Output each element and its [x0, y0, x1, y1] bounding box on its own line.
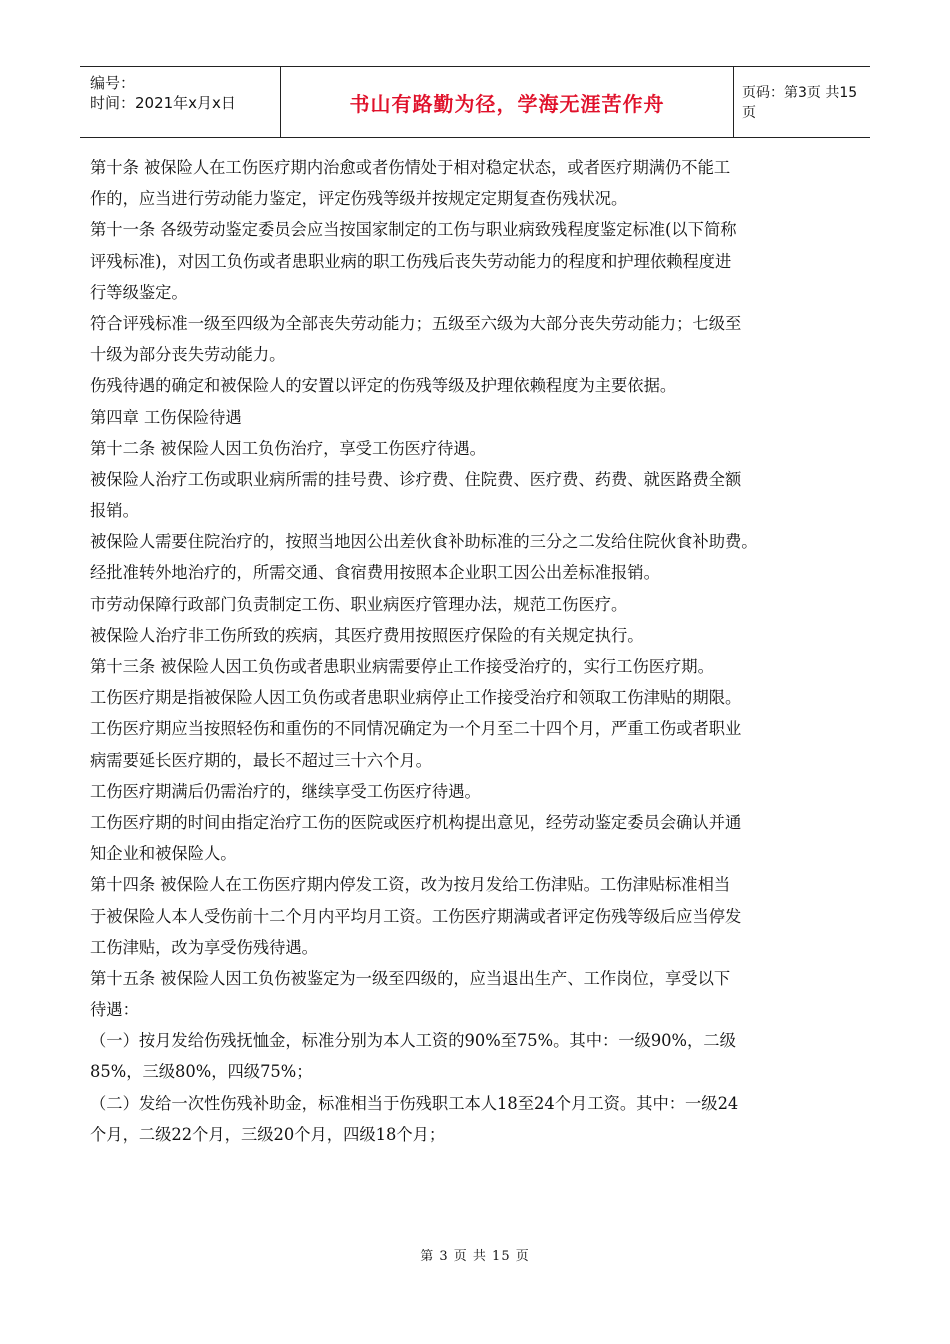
- body-line: 工伤津贴，改为享受伤残待遇。: [90, 937, 318, 957]
- body-line: 被保险人治疗工伤或职业病所需的挂号费、诊疗费、住院费、医疗费、药费、就医路费全额: [90, 469, 742, 489]
- header-motto-cell: [280, 67, 734, 137]
- body-line: 评残标准)，对因工负伤或者患职业病的职工伤残后丧失劳动能力的程度和护理依赖程度进: [90, 251, 732, 271]
- body-line: 第十二条 被保险人因工负伤治疗，享受工伤医疗待遇。: [90, 438, 486, 458]
- body-line: 于被保险人本人受伤前十二个月内平均月工资。工伤医疗期满或者评定伤残等级后应当停发: [90, 906, 742, 926]
- date-label: 时间：2021年x月x日: [90, 94, 236, 112]
- body-line: 伤残待遇的确定和被保险人的安置以评定的伤残等级及护理依赖程度为主要依据。: [90, 376, 677, 396]
- body-line: 第十三条 被保险人因工负伤或者患职业病需要停止工作接受治疗的，实行工伤医疗期。: [90, 657, 714, 676]
- body-line: 十级为部分丧失劳动能力。: [90, 345, 286, 365]
- body-line: （一）按月发给伤残抚恤金，标准分别为本人工资的90%至75%。其中：一级90%，二级: [90, 1031, 736, 1051]
- body-line: 工伤医疗期满后仍需治疗的，继续享受工伤医疗待遇。: [90, 781, 481, 801]
- body-line: 工伤医疗期的时间由指定治疗工伤的医院或医疗机构提出意见，经劳动鉴定委员会确认并通: [90, 812, 742, 832]
- body-line: 被保险人需要住院治疗的，按照当地因公出差伙食补助标准的三分之二发给住院伙食补助费。: [90, 532, 758, 552]
- body-line: 第十一条 各级劳动鉴定委员会应当按国家制定的工伤与职业病致残程度鉴定标准(以下简称: [90, 220, 737, 240]
- body-line: 工伤医疗期应当按照轻伤和重伤的不同情况确定为一个月至二十四个月，严重工伤或者职业: [90, 719, 742, 739]
- body-line: 第十五条 被保险人因工负伤被鉴定为一级至四级的，应当退出生产、工作岗位，享受以下: [90, 968, 731, 988]
- number-label: 编号：: [90, 74, 136, 92]
- body-line: （二）发给一次性伤残补助金，标准相当于伤残职工本人18至24个月工资。其中：一级24: [90, 1093, 739, 1113]
- body-line: 第十条 被保险人在工伤医疗期内治愈或者伤情处于相对稳定状态，或者医疗期满仍不能工: [90, 158, 731, 177]
- header-page-info: 页码：第3页 共15页: [742, 85, 858, 121]
- body-line: 符合评残标准一级至四级为全部丧失劳动能力；五级至六级为大部分丧失劳动能力；七级至: [90, 313, 742, 333]
- body-line: 知企业和被保险人。: [90, 844, 237, 864]
- motto-text: 书山有路勤为径，学海无涯苦作舟: [349, 91, 665, 116]
- body-line: 被保险人治疗非工伤所致的疾病，其医疗费用按照医疗保险的有关规定执行。: [90, 625, 644, 645]
- body-line: 待遇：: [90, 1000, 139, 1020]
- header-left-cell: [80, 67, 280, 137]
- document-body: [90, 152, 870, 1150]
- body-line: 病需要延长医疗期的，最长不超过三十六个月。: [90, 750, 432, 770]
- body-line: 市劳动保障行政部门负责制定工伤、职业病医疗管理办法，规范工伤医疗。: [90, 594, 628, 614]
- header-page-cell: [732, 67, 870, 137]
- page-footer: 第 3 页 共 15 页: [420, 1249, 530, 1264]
- body-line: 工伤医疗期是指被保险人因工负伤或者患职业病停止工作接受治疗和领取工伤津贴的期限。: [90, 688, 742, 708]
- body-line: 作的，应当进行劳动能力鉴定，评定伤残等级并按规定定期复查伤残状况。: [90, 189, 628, 209]
- body-line: 第十四条 被保险人在工伤医疗期内停发工资，改为按月发给工伤津贴。工伤津贴标准相当: [90, 875, 731, 895]
- body-line: 第四章 工伤保险待遇: [90, 407, 242, 427]
- page-header: [80, 66, 870, 138]
- body-line: 经批准转外地治疗的，所需交通、食宿费用按照本企业职工因公出差标准报销。: [90, 563, 660, 583]
- body-line: 行等级鉴定。: [90, 282, 188, 302]
- body-line: 85%，三级80%，四级75%；: [90, 1062, 313, 1082]
- body-line: 个月，二级22个月，三级20个月，四级18个月；: [90, 1124, 446, 1144]
- body-line: 报销。: [90, 501, 139, 521]
